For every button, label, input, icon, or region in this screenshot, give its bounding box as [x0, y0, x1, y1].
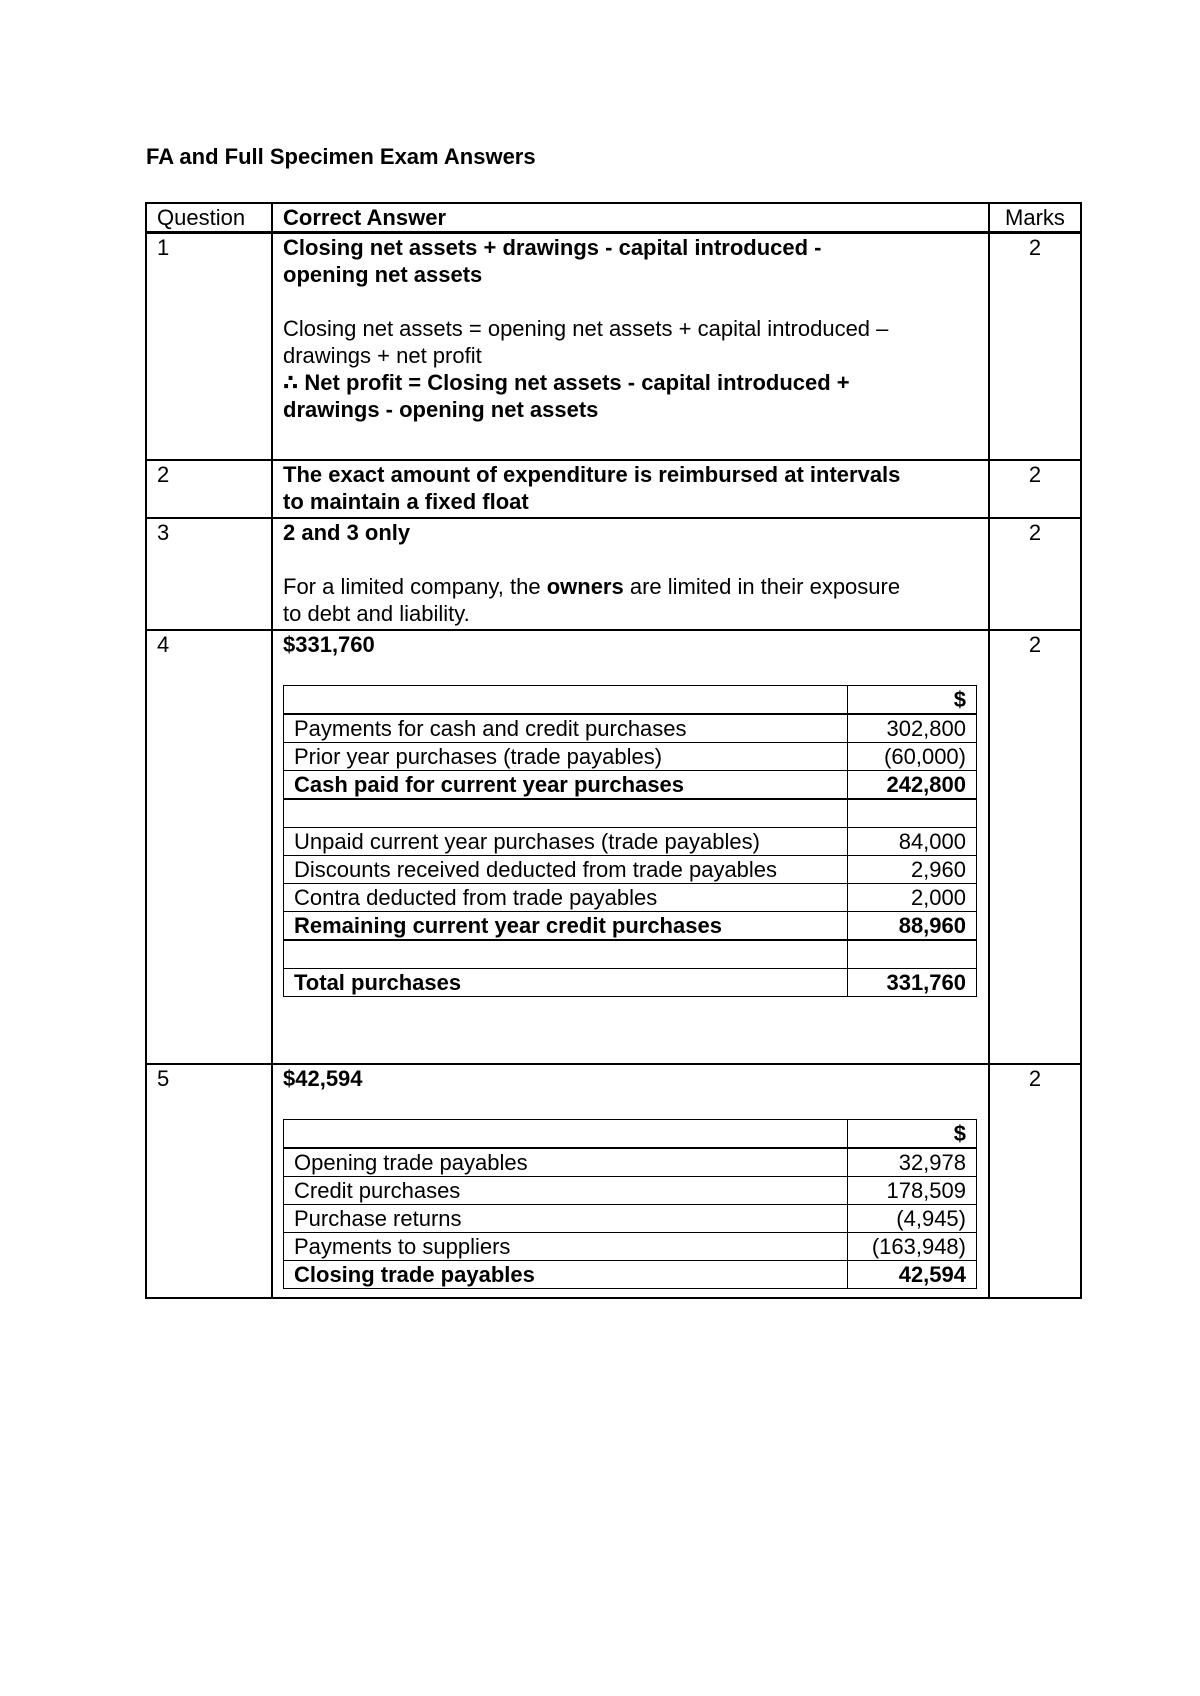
- answer-cell-4: [272, 630, 989, 1064]
- row-label: Remaining current year credit purchases: [284, 912, 848, 941]
- row-label: Closing trade payables: [284, 1261, 848, 1289]
- answer-cell-5: [272, 1064, 989, 1298]
- header-question: Question: [146, 203, 272, 233]
- question-row-3: [146, 518, 1081, 630]
- answer-2-line-2: to maintain a fixed float: [283, 489, 529, 514]
- table-row: [284, 1205, 977, 1233]
- explanation-3-pre: For a limited company, the: [283, 574, 547, 599]
- header-row: [146, 203, 1081, 233]
- row-amount: (4,945): [848, 1205, 977, 1233]
- explanation-3-owners: owners: [546, 574, 624, 599]
- explanation-3-line-1: [283, 573, 978, 600]
- row-label: Purchase returns: [284, 1205, 848, 1233]
- header-correct-answer: Correct Answer: [272, 203, 989, 233]
- table-row: [284, 714, 977, 743]
- spacer-row: [284, 799, 977, 828]
- marks-2: 2: [989, 460, 1081, 518]
- row-label: Total purchases: [284, 969, 848, 997]
- marks-1: 2: [989, 233, 1081, 461]
- row-amount: (60,000): [848, 743, 977, 771]
- row-amount: (163,948): [848, 1233, 977, 1261]
- row-label: Unpaid current year purchases (trade payables): [284, 828, 848, 856]
- table-row: [284, 1148, 977, 1177]
- row-amount: 2,960: [848, 856, 977, 884]
- row-amount: 178,509: [848, 1177, 977, 1205]
- question-row-2: [146, 460, 1081, 518]
- question-number-5: 5: [146, 1064, 272, 1298]
- explanation-3-post: are limited in their exposure: [623, 574, 901, 599]
- row-label: Payments to suppliers: [284, 1233, 848, 1261]
- table-row: [284, 743, 977, 771]
- answer-cell-1: [272, 233, 989, 461]
- working-header-label: [284, 686, 848, 715]
- row-label: Discounts received deducted from trade payables: [284, 856, 848, 884]
- row-label: Contra deducted from trade payables: [284, 884, 848, 912]
- answer-3: 2 and 3 only: [283, 520, 411, 545]
- working-header-currency: $: [848, 1120, 977, 1149]
- row-amount: 32,978: [848, 1148, 977, 1177]
- working-header-row: [284, 1120, 977, 1149]
- question-number-3: 3: [146, 518, 272, 630]
- table-row: [284, 771, 977, 800]
- explanation-1-line-2: drawings + net profit: [283, 343, 482, 368]
- row-label: Payments for cash and credit purchases: [284, 714, 848, 743]
- question-number-1: 1: [146, 233, 272, 461]
- question-row-4: [146, 630, 1081, 1064]
- marks-4: 2: [989, 630, 1081, 1064]
- trade-payables-working-table: [283, 1119, 977, 1289]
- answer-5: $42,594: [283, 1066, 363, 1091]
- answer-cell-3: [272, 518, 989, 630]
- page-title: FA and Full Specimen Exam Answers: [146, 144, 536, 169]
- row-label: Cash paid for current year purchases: [284, 771, 848, 800]
- table-row: [284, 912, 977, 941]
- row-amount: 331,760: [848, 969, 977, 997]
- question-row-1: [146, 233, 1081, 461]
- marks-3: 2: [989, 518, 1081, 630]
- row-label: Opening trade payables: [284, 1148, 848, 1177]
- answer-1-line-2: opening net assets: [283, 262, 483, 287]
- table-row: [284, 856, 977, 884]
- row-amount: 242,800: [848, 771, 977, 800]
- answer-cell-2: [272, 460, 989, 518]
- table-row: [284, 1233, 977, 1261]
- table-row: [284, 1177, 977, 1205]
- explanation-3-line-2: to debt and liability.: [283, 601, 470, 626]
- table-row: [284, 884, 977, 912]
- therefore-1-line-2: drawings - opening net assets: [283, 397, 599, 422]
- row-amount: 2,000: [848, 884, 977, 912]
- working-header-label: [284, 1120, 848, 1149]
- table-row: [284, 828, 977, 856]
- therefore-1-line-1: ∴ Net profit = Closing net assets - capital introduced +: [283, 370, 850, 395]
- answers-table: [145, 202, 1082, 1299]
- marks-5: 2: [989, 1064, 1081, 1298]
- row-label: Credit purchases: [284, 1177, 848, 1205]
- working-header-row: [284, 686, 977, 715]
- question-row-5: [146, 1064, 1081, 1298]
- spacer-row: [284, 940, 977, 969]
- row-amount: 42,594: [848, 1261, 977, 1289]
- answer-2-line-1: The exact amount of expenditure is reimbursed at intervals: [283, 462, 901, 487]
- table-row: [284, 969, 977, 997]
- table-row: [284, 1261, 977, 1289]
- answer-1-line-1: Closing net assets + drawings - capital introduced -: [283, 235, 822, 260]
- purchases-working-table: [283, 685, 977, 997]
- row-label: Prior year purchases (trade payables): [284, 743, 848, 771]
- row-amount: 302,800: [848, 714, 977, 743]
- row-amount: 88,960: [848, 912, 977, 941]
- header-marks: Marks: [989, 203, 1081, 233]
- explanation-1-line-1: Closing net assets = opening net assets + capital introduced –: [283, 316, 889, 341]
- answer-4: $331,760: [283, 632, 375, 657]
- question-number-4: 4: [146, 630, 272, 1064]
- question-number-2: 2: [146, 460, 272, 518]
- row-amount: 84,000: [848, 828, 977, 856]
- working-header-currency: $: [848, 686, 977, 715]
